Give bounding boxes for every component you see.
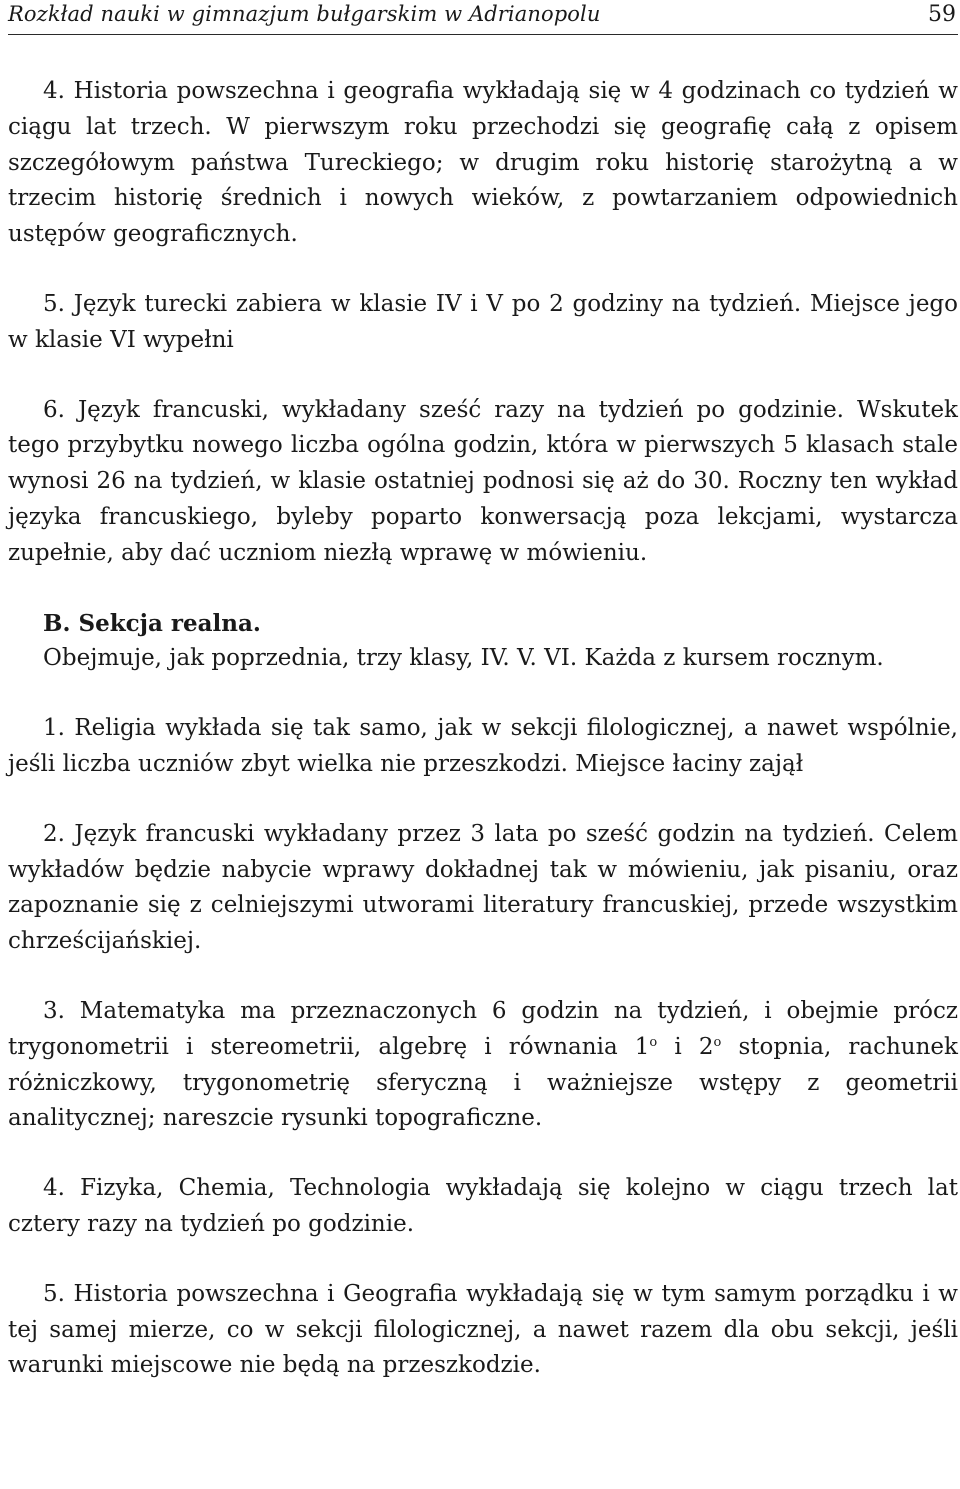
ordinal-superscript: o <box>649 1034 658 1050</box>
paragraph-physics: 4. Fizyka, Chemia, Technologia wykładają się kolejno w ciągu trzech lat cztery razy na tydzień po godzinie. <box>8 1175 958 1237</box>
paragraph-mathematics <box>8 994 958 1137</box>
running-title: Rozkład nauki w gimnazjum bułgarskim w Adrianopolu <box>8 2 601 26</box>
math-text-before: 3. Matematyka ma przeznaczonych 6 godzin na tydzień, i obejmie prócz trygonometrii i stereometrii, algebrę i równania 1 <box>8 997 958 1060</box>
paragraph-turkish: 5. Język turecki zabiera w klasie IV i V po 2 godziny na tydzień. Miejsce jego w klasie VI wypełni <box>8 290 958 353</box>
document-page <box>8 0 958 1489</box>
section-intro: Obejmuje, jak poprzednia, trzy klasy, IV. V. VI. Każda z kursem rocznym. <box>43 645 884 672</box>
page-number: 59 <box>928 2 956 27</box>
section-heading: B. Sekcja realna. <box>43 609 261 637</box>
math-text-middle: i 2 <box>657 1033 714 1060</box>
paragraph-history-real: 5. Historia powszechna i Geografia wykładają się w tym samym porządku i w tej samej mierze, co w sekcji filologicznej, a nawet razem dla obu sekcji, jeśli warunki miejscowe nie będą na przeszkodzie. <box>8 1280 958 1379</box>
ordinal-superscript: o <box>713 1034 722 1050</box>
paragraph-religion: 1. Religia wykłada się tak samo, jak w sekcji filologicznej, a nawet wspólnie, jeśli liczba uczniów zbyt wielka nie przeszkodzi. Miejsce łaciny zajął <box>8 715 958 777</box>
running-header <box>8 0 958 35</box>
paragraph-french: 6. Język francuski, wykładany sześć razy na tydzień po godzinie. Wskutek tego przybytku nowego liczba ogólna godzin, która w pierwszych 5 klasach stale wynosi 26 na tydzień, w klasie ostatniej podnosi się aż do 30. Roczny ten wykład języka francuskiego, byleby poparto konwersacją poza lekcjami, wystarcza zupełnie, aby dać uczniom niezłą wprawę w mówieniu. <box>8 396 958 566</box>
body-text <box>8 74 958 1384</box>
math-text-after: stopnia, rachunek różniczkowy, trygonometrię sferyczną i ważniejsze wstępy z geometrii analitycznej; nareszcie rysunki topograficzne. <box>8 1033 958 1132</box>
paragraph-french-real: 2. Język francuski wykładany przez 3 lata po sześć godzin na tydzień. Celem wykładów będzie nabycie wprawy dokładnej tak w mówieniu, jak pisaniu, oraz zapoznanie się z celniejszymi utworami literatury francuskiej, przede wszystkim chrześcijańskiej. <box>8 820 958 955</box>
paragraph-history-geography: 4. Historia powszechna i geografia wykładają się w 4 godzinach co tydzień w ciągu lat trzech. W pierwszym roku przechodzi się geografię całą z opisem szczegółowym państwa Tureckiego; w drugim roku historię starożytną a w trzecim historię średnich i nowych wieków, z powtarzaniem odpowiednich ustępów geograficznych. <box>8 78 958 248</box>
